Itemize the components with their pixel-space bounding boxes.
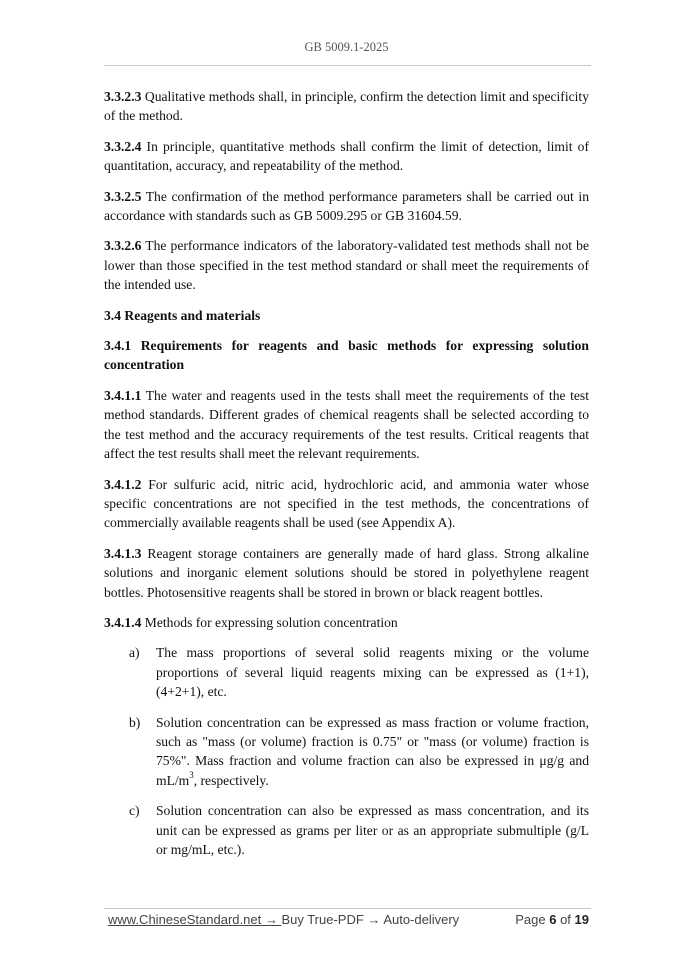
footer-promo (108, 912, 459, 927)
list-item-text: Solution concentration can also be expressed as mass concentration, and its unit can be expressed as grams per liter or as an appropriate submultiple (g/L or mg/mL, etc.). (156, 803, 589, 857)
superscript-exponent: 3 (189, 770, 194, 781)
auto-delivery-text: Auto-delivery (383, 912, 460, 927)
list-marker: b) (129, 714, 141, 730)
document-code: GB 5009.1-2025 (304, 40, 389, 54)
clause-text: The confirmation of the method performance parameters shall be carried out in accordance with standards such as GB 5009.295 or GB 31604.59. (104, 188, 589, 224)
clause-text: Reagent storage containers are generally made of hard glass. Strong alkaline solutions and inorganic element solutions should be stored in polyethylene reagent bottles. Photosensitive reagents shall be stored in brown or black reagent bottles. (104, 545, 589, 600)
list-item-text: Solution concentration can be expressed as mass fraction or volume fraction, such as "mass (or volume) fraction is 0.75" or "mass (or volume) fraction is 75%". Mass fraction and volume fraction can also be expressed in μg/g and mL/m (156, 714, 589, 788)
list-item-text-end: , respectively. (193, 772, 269, 788)
clause-3-3-2-4 (104, 137, 589, 176)
clause-text: The water and reagents used in the tests shall meet the requirements of the test method standards. Different grades of chemical reagents shall be selected according to the test method and the accuracy requirements of the test results. Critical reagents that affect the test results shall meet the relevant requirements. (104, 387, 589, 462)
clause-number: 3.3.2.3 (104, 89, 142, 104)
total-pages: 19 (574, 912, 589, 927)
clause-text: The performance indicators of the laboratory-validated test methods shall not be lower than those specified in the test method standard or shall meet the requirements of the intended use. (104, 238, 589, 293)
current-page: 6 (549, 912, 557, 927)
link-text: www.ChineseStandard.net (108, 912, 262, 927)
clause-text: Qualitative methods shall, in principle, confirm the detection limit and specificity of the method. (104, 89, 589, 124)
page-label: Page (515, 912, 550, 927)
page-indicator (515, 912, 589, 927)
concentration-methods-list (104, 643, 589, 859)
page-body (104, 87, 589, 870)
section-heading-3-4-1: 3.4.1 Requirements for reagents and basic methods for expressing solution concentration (104, 338, 589, 373)
clause-number: 3.4.1.3 (104, 545, 142, 561)
list-marker: a) (129, 645, 140, 661)
arrow-icon: → (363, 912, 384, 927)
clause-number: 3.4.1.2 (104, 476, 142, 492)
clause-text: For sulfuric acid, nitric acid, hydrochloric acid, and ammonia water whose specific concentrations are not specified in the test methods, the concentrations of commercially available reagents shall be used (see Appendix A). (104, 476, 589, 531)
clause-number: 3.4.1.1 (104, 387, 142, 403)
clause-number: 3.4.1.4 (104, 614, 142, 630)
clause-number: 3.3.2.6 (104, 238, 142, 254)
clause-3-4-1-3 (104, 544, 589, 602)
list-marker: c) (129, 803, 140, 819)
clause-3-4-1-4 (104, 613, 589, 632)
clause-text: In principle, quantitative methods shall confirm the limit of detection, limit of quantitation, accuracy, and repeatability of the method. (104, 138, 589, 174)
section-heading-3-4: 3.4 Reagents and materials (104, 307, 261, 323)
list-item-c (104, 801, 589, 859)
header-divider (104, 65, 591, 66)
clause-3-4-1-2 (104, 475, 589, 533)
clause-3-3-2-3 (104, 87, 589, 126)
clause-3-4-1-1 (104, 386, 589, 464)
of-label: of (556, 912, 575, 927)
buy-pdf-text: Buy True-PDF (281, 912, 364, 927)
page-header (0, 40, 693, 55)
clause-number: 3.3.2.5 (104, 188, 142, 204)
list-item-a (104, 643, 589, 701)
clause-3-3-2-5 (104, 187, 589, 226)
clause-text: Methods for expressing solution concentration (141, 614, 398, 630)
list-item-text: The mass proportions of several solid reagents mixing or the volume proportions of several liquid reagents mixing can be expressed as (1+1), (4+2+1), etc. (156, 645, 589, 700)
arrow-icon: → (261, 912, 282, 927)
list-item-b (104, 713, 589, 791)
chinesestandard-link[interactable] (108, 912, 281, 927)
clause-3-3-2-6 (104, 236, 589, 294)
clause-number: 3.3.2.4 (104, 138, 142, 154)
footer-divider (104, 908, 591, 909)
